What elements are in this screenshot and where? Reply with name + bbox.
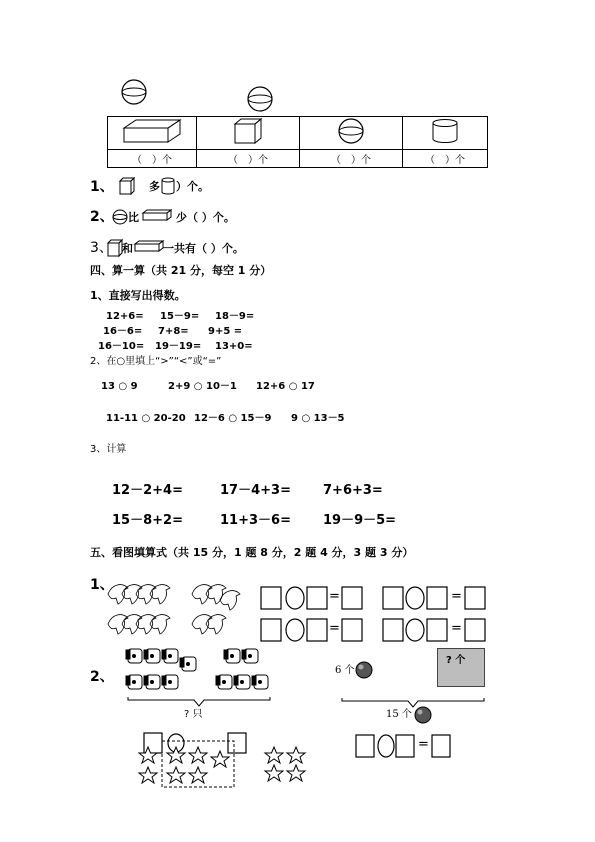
cube-icon — [107, 239, 123, 257]
dolphins-picture — [104, 580, 244, 642]
sphere-icon — [112, 209, 128, 225]
equation: 7+8= — [158, 326, 189, 337]
question-text: ）个。 — [176, 180, 209, 193]
equals-sign: = — [418, 737, 429, 752]
equation: 7+6+3= — [323, 483, 383, 498]
ball-icon — [355, 661, 373, 679]
question-text: 比 — [128, 211, 139, 224]
question-number: 1、 — [90, 179, 114, 195]
cuboid-icon — [134, 240, 164, 252]
table-blank-cuboid[interactable]: （ ）个 — [108, 150, 197, 168]
equation: 19－9－5= — [323, 513, 397, 528]
equation: 11+3－6= — [220, 513, 291, 528]
comparison: 13 ○ 9 — [101, 381, 138, 392]
sphere-icon — [337, 117, 365, 145]
ball-icon — [414, 706, 432, 724]
equation: 16－10= — [98, 341, 145, 352]
cuboid-icon — [142, 209, 172, 221]
question-text: 一共有（ ）个。 — [163, 242, 244, 255]
cylinder-icon — [161, 177, 175, 195]
cuboid-icon — [122, 118, 182, 144]
section-5-title: 五、看图填算式（共 15 分，1 题 8 分，2 题 4 分，3 题 3 分） — [90, 546, 414, 559]
question-text: 多 — [149, 180, 160, 193]
question-number: 2、 — [90, 669, 114, 685]
cuboid-cell — [108, 117, 197, 150]
equals-sign: = — [451, 621, 462, 636]
unknown-count-label: ? 只 — [184, 709, 203, 720]
equals-sign: = — [329, 621, 340, 636]
equation: 19－19= — [155, 341, 202, 352]
shape-count-table — [107, 116, 488, 168]
total-label: 15 个 — [386, 709, 412, 720]
sphere-cell — [300, 117, 403, 150]
brace-balls — [340, 697, 486, 709]
part-1-title: 1、直接写出得数。 — [90, 289, 186, 302]
cylinder-icon — [431, 118, 459, 144]
question-number: 2、 — [90, 209, 114, 225]
sphere-icon — [247, 86, 273, 112]
equals-sign: = — [451, 589, 462, 604]
comparison: 12+6 ○ 17 — [256, 381, 315, 392]
cube-icon — [233, 117, 263, 145]
comparison: 12－6 ○ 15－9 — [194, 413, 272, 424]
stars-picture — [134, 731, 314, 787]
table-blank-sphere[interactable]: （ ）个 — [300, 150, 403, 168]
six-label: 6 个 — [335, 665, 355, 676]
equation: 17－4+3= — [220, 483, 291, 498]
question-number: 3、 — [90, 240, 113, 256]
cylinder-cell — [403, 117, 488, 150]
comparison: 9 ○ 13－5 — [291, 413, 345, 424]
equals-sign: = — [329, 589, 340, 604]
question-text: 少（ ）个。 — [176, 211, 235, 224]
unknown-box — [437, 648, 485, 687]
section-4-title: 四、算一算（共 21 分，每空 1 分） — [90, 264, 272, 277]
sphere-icon — [121, 79, 147, 105]
equation: 12－2+4= — [112, 483, 183, 498]
dogs-picture — [126, 647, 272, 697]
brace-dogs — [126, 696, 272, 708]
part-2-title: 2、在○里填上“>”“<”或“=” — [90, 356, 222, 367]
comparison: 11-11 ○ 20-20 — [106, 413, 186, 424]
equation: 15－8+2= — [112, 513, 183, 528]
question-text: 和 — [122, 242, 133, 255]
unknown-box-label: ? 个 — [446, 655, 466, 666]
equation: 18－9= — [215, 311, 255, 322]
comparison: 2+9 ○ 10－1 — [168, 381, 237, 392]
equation: 12+6= — [106, 311, 144, 322]
equation: 15－9= — [160, 311, 200, 322]
part-3-title: 3、计算 — [90, 444, 127, 455]
equation: 13+0= — [215, 341, 253, 352]
equation: 16－6= — [103, 326, 143, 337]
question-number: 1、 — [90, 577, 114, 593]
cube-cell — [197, 117, 300, 150]
answer-equation-boxes[interactable] — [354, 733, 454, 761]
table-blank-cylinder[interactable]: （ ）个 — [403, 150, 488, 168]
cube-icon — [119, 177, 135, 195]
table-blank-cube[interactable]: （ ）个 — [197, 150, 300, 168]
equation: 9+5 = — [208, 326, 243, 337]
